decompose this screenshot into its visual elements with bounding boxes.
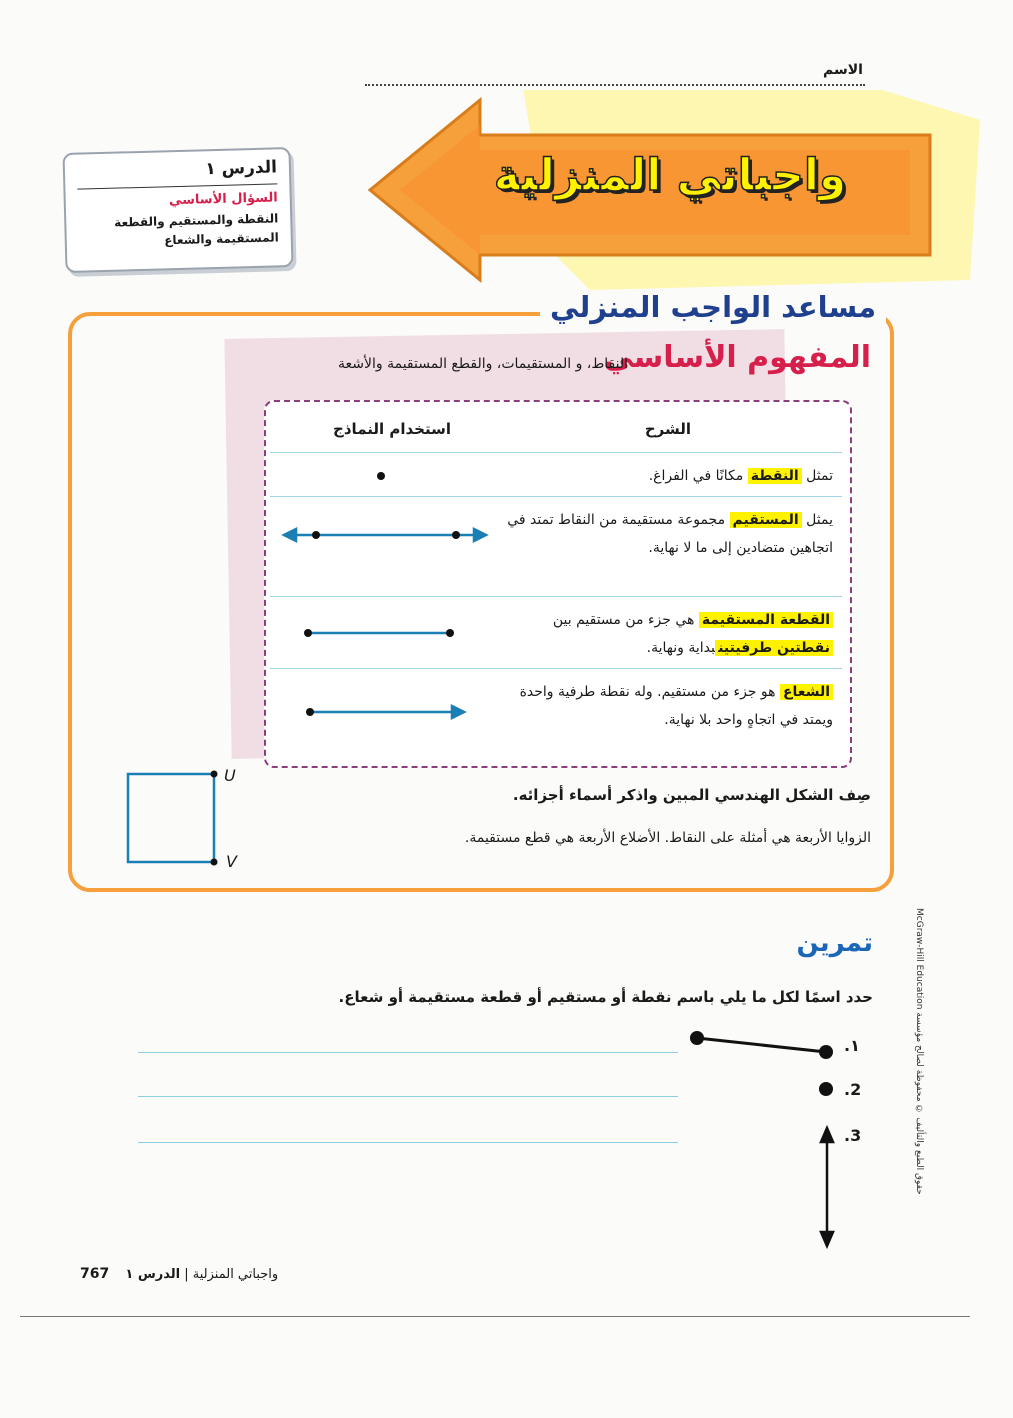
term-segment: القطعة المستقيمة <box>699 612 833 628</box>
question-3-number: 3. <box>844 1126 862 1145</box>
q1-segment-figure <box>690 1031 833 1059</box>
column-header-models: استخدام النماذج <box>333 420 451 438</box>
model-ray <box>306 706 464 718</box>
vertex-label-v: V <box>226 852 237 871</box>
row-segment-text: القطعة المستقيمة هي جزء من مستقيم بين نقطتين طرفيتينبداية ونهاية. <box>493 606 833 662</box>
answer-line-3[interactable] <box>138 1142 678 1143</box>
page-footer: 767 واجباتي المنزلية | الدرس ١ <box>80 1266 279 1282</box>
footer-title: واجباتي المنزلية <box>192 1267 279 1282</box>
footer-lesson: الدرس ١ <box>125 1267 181 1282</box>
column-header-explanation: الشرح <box>644 420 691 438</box>
model-segment <box>304 629 454 637</box>
term-ray: الشعاع <box>780 684 833 700</box>
bottom-rule <box>20 1316 970 1317</box>
homework-helper-title: مساعد الواجب المنزلي <box>540 290 886 324</box>
term-point: النقطة <box>748 468 802 484</box>
key-concept-title: المفهوم الأساسي <box>603 340 871 375</box>
model-figures <box>270 440 510 760</box>
essential-question-label: السؤال الأساسي <box>168 190 278 209</box>
lesson-topic-line2: المستقيمة والشعاع <box>164 229 279 247</box>
page-title: واجباتي المنزلية <box>493 150 847 201</box>
lesson-label: الدرس ١ <box>77 157 278 189</box>
name-label: الاسم <box>823 62 863 78</box>
question-2-number: 2. <box>844 1080 862 1099</box>
q2-point-figure <box>819 1082 833 1096</box>
name-field-line[interactable] <box>365 84 865 86</box>
term-endpoints: نقطتين طرفيتين <box>715 640 833 656</box>
q3-line-figure <box>821 1128 833 1246</box>
vertex-label-u: U <box>224 766 236 785</box>
page-number: 767 <box>80 1266 110 1282</box>
term-line: المستقيم <box>730 512 802 528</box>
row-line-text: يمثل المستقيم مجموعة مستقيمة من النقاط تمتد في اتجاهين متضادين إلى ما لا نهاية. <box>507 512 833 556</box>
answer-line-2[interactable] <box>138 1096 678 1097</box>
practice-figures <box>680 1024 840 1254</box>
lesson-topic-line1: النقطة والمستقيم والقطعة <box>114 211 279 230</box>
describe-question: صِف الشكل الهندسي المبين واذكر أسماء أجزائه. <box>512 786 871 804</box>
lesson-card <box>62 147 293 273</box>
question-1-number: ١. <box>844 1036 860 1055</box>
key-concept-description: النقاط، و المستقيمات، والقطع المستقيمة والأشعة <box>338 356 628 372</box>
describe-answer: الزوايا الأربعة هي أمثلة على النقاط. الأضلاع الأربعة هي قطع مستقيمة. <box>464 830 871 846</box>
answer-line-1[interactable] <box>138 1052 678 1053</box>
model-line <box>284 529 486 541</box>
copyright-credit: حقوق الطبع والتأليف © محفوظة لصالح مؤسسة McGraw-Hill Education <box>914 908 924 1195</box>
practice-title: تمرين <box>796 928 873 958</box>
practice-instruction: حدد اسمًا لكل ما يلي باسم نقطة أو مستقيم أو قطعة مستقيمة أو شعاع. <box>338 988 873 1006</box>
row-point-text: تمثل النقطة مكانًا في الفراغ. <box>648 468 833 484</box>
row-ray-text: الشعاع هو جزء من مستقيم. وله نقطة طرفية واحدة ويمتد في اتجاهٍ واحد بلا نهاية. <box>519 684 833 728</box>
model-point <box>377 472 385 480</box>
